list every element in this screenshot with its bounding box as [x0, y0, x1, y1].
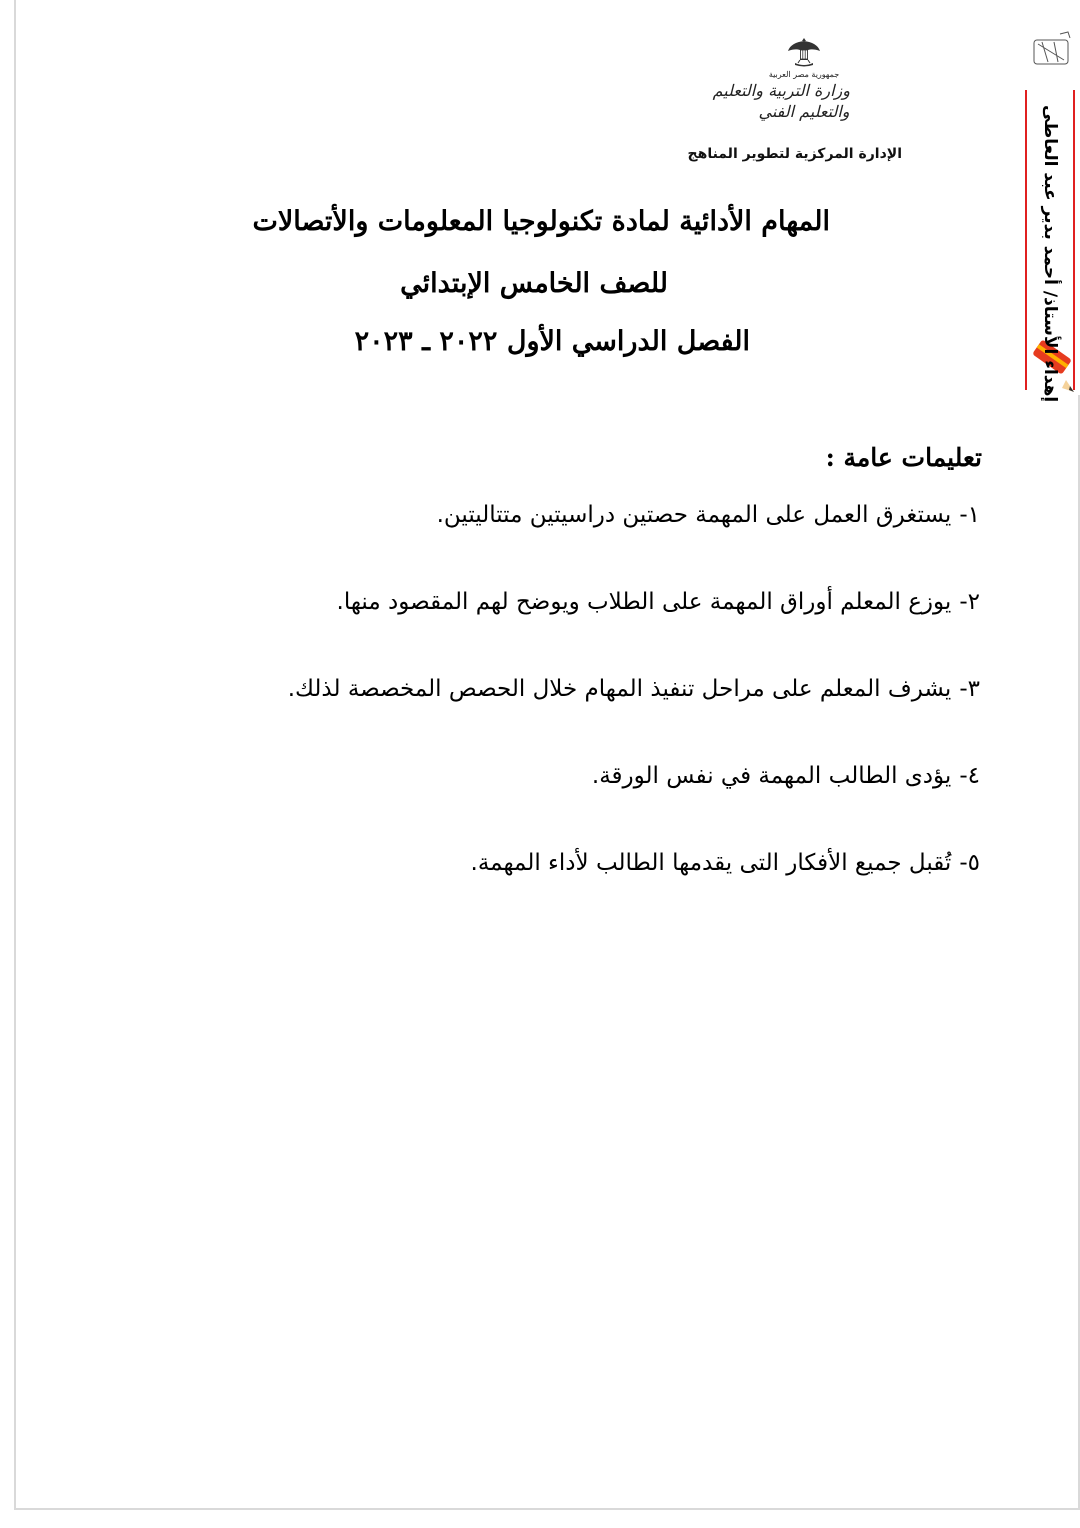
- instruction-item: [100, 495, 980, 582]
- instruction-number: ٥-: [959, 850, 980, 876]
- instruction-number: ٣-: [959, 676, 980, 702]
- page-border-left: [14, 0, 16, 1510]
- instruction-item: [100, 669, 980, 756]
- ministry-logo: [712, 70, 850, 138]
- page-border-bottom: [14, 1508, 1080, 1510]
- term-title: الفصل الدراسي الأول ٢٠٢٢ ـ ٢٠٢٣: [354, 326, 750, 357]
- ministry-name-line2: والتعليم الفني: [758, 102, 850, 121]
- department-name: الإدارة المركزية لتطوير المناهج: [687, 146, 902, 162]
- instruction-number: ١-: [959, 502, 980, 528]
- grade-title: للصف الخامس الإبتدائي: [400, 268, 668, 299]
- document-title: المهام الأدائية لمادة تكنولوجيا المعلومات والأتصالات: [252, 206, 830, 237]
- instruction-number: ٢-: [959, 589, 980, 615]
- instructions-heading: تعليمات عامة :: [825, 443, 982, 472]
- instructions-list: [100, 495, 980, 930]
- book-icon: [1034, 32, 1070, 64]
- eagle-emblem-icon: [786, 36, 822, 68]
- ministry-name-line1: وزارة التربية والتعليم: [712, 81, 850, 100]
- dedication-text: إهداء الأستاذ/ أحمد بدير عبد العاطى: [1040, 105, 1060, 403]
- instruction-text: يؤدى الطالب المهمة في نفس الورقة.: [591, 763, 952, 789]
- ministry-country-text: جمهورية مصر العربية: [768, 70, 840, 79]
- instruction-text: يستغرق العمل على المهمة حصتين دراسيتين متتاليتين.: [436, 502, 952, 528]
- instruction-text: تُقبل جميع الأفكار التى يقدمها الطالب لأداء المهمة.: [470, 850, 952, 876]
- instruction-item: [100, 756, 980, 843]
- instruction-text: يوزع المعلم أوراق المهمة على الطلاب ويوضح لهم المقصود منها.: [336, 589, 952, 615]
- instruction-item: [100, 843, 980, 930]
- instruction-text: يشرف المعلم على مراحل تنفيذ المهام خلال الحصص المخصصة لذلك.: [287, 676, 952, 702]
- instruction-number: ٤-: [959, 763, 980, 789]
- instruction-item: [100, 582, 980, 669]
